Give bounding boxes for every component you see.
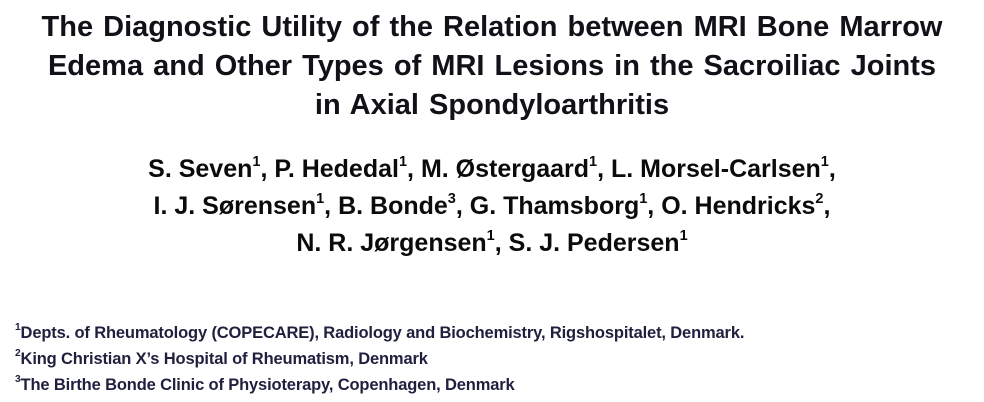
author-name: , S. J. Pedersen	[494, 229, 680, 257]
author-affiliation-superscript: 1	[252, 153, 261, 170]
author-name: , B. Bonde	[324, 192, 448, 220]
author-line	[0, 225, 984, 262]
author-name: S. Seven	[148, 155, 253, 183]
slide-title	[0, 8, 984, 125]
author-affiliation-superscript: 1	[589, 153, 598, 170]
affiliation-text: King Christian X’s Hospital of Rheumatism, Denmark	[20, 350, 428, 368]
author-name: N. R. Jørgensen	[296, 229, 487, 257]
author-list	[0, 151, 984, 262]
author-name: , G. Thamsborg	[455, 192, 640, 220]
affiliation-line	[15, 346, 976, 372]
author-affiliation-superscript: 1	[679, 227, 688, 244]
author-name: , M. Østergaard	[407, 155, 590, 183]
affiliation-line	[15, 372, 976, 398]
author-name: , P. Hededal	[260, 155, 399, 183]
author-line	[0, 188, 984, 225]
author-affiliation-superscript: 1	[398, 153, 408, 170]
affiliation-line	[15, 320, 976, 346]
slide-title-line-1: The Diagnostic Utility of the Relation between MRI Bone Marrow	[41, 11, 943, 43]
author-name: , L. Morsel-Carlsen	[597, 155, 821, 183]
affiliation-number-superscript: 1	[15, 322, 21, 334]
affiliation-text: The Birthe Bonde Clinic of Physioterapy, Copenhagen, Denmark	[20, 376, 515, 394]
author-affiliation-superscript: 1	[639, 190, 648, 207]
affiliation-number-superscript: 2	[15, 348, 21, 360]
author-name: ,	[828, 155, 836, 183]
slide-title-line-3: in Axial Spondyloarthritis	[314, 89, 670, 121]
author-name: ,	[823, 192, 831, 220]
author-affiliation-superscript: 1	[316, 190, 325, 207]
author-line	[0, 151, 984, 188]
author-affiliation-superscript: 1	[486, 227, 495, 244]
author-name: I. J. Sørensen	[153, 192, 317, 220]
affiliation-list	[15, 320, 976, 398]
author-affiliation-superscript: 2	[815, 190, 824, 207]
author-affiliation-superscript: 1	[820, 153, 829, 170]
author-name: , O. Hendricks	[647, 192, 816, 220]
affiliation-text: Depts. of Rheumatology (COPECARE), Radiology and Biochemistry, Rigshospitalet, Denmark.	[20, 324, 745, 342]
slide-title-line-2: Edema and Other Types of MRI Lesions in the Sacroiliac Joints	[47, 50, 937, 82]
affiliation-number-superscript: 3	[15, 374, 21, 386]
author-affiliation-superscript: 3	[447, 190, 456, 207]
